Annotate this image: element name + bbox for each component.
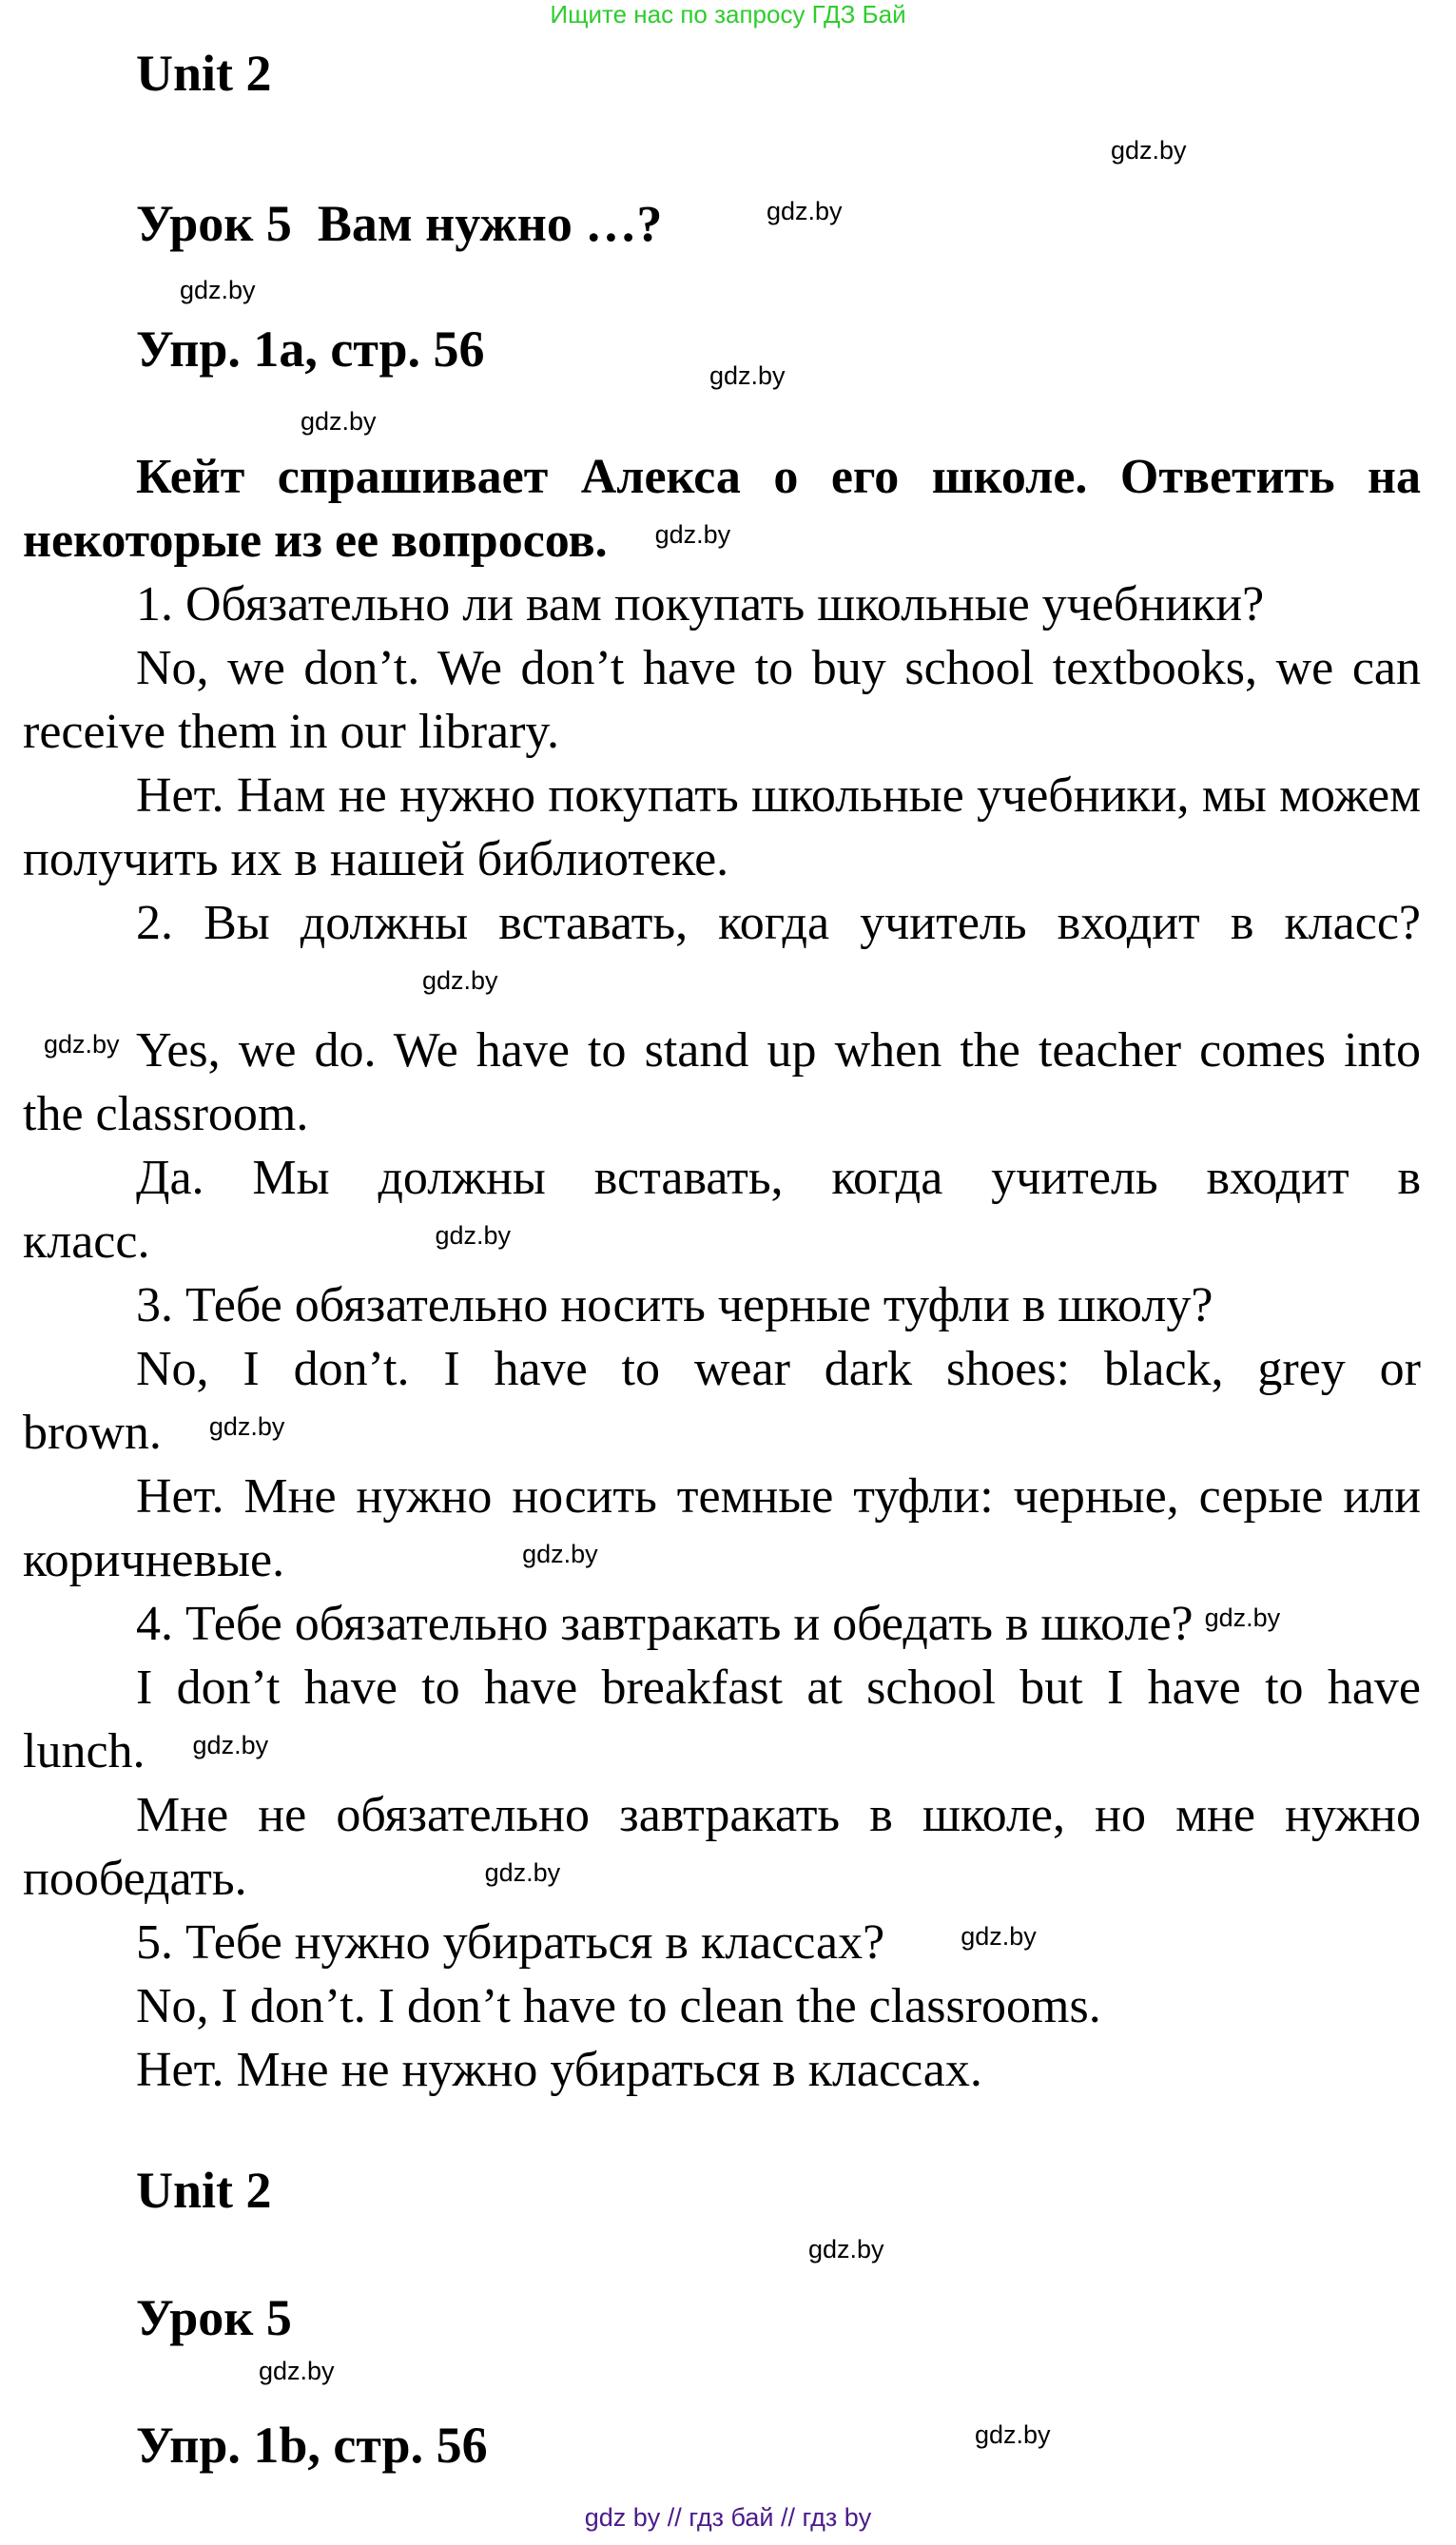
paragraph: [23, 1974, 1421, 2038]
watermark: gdz.by: [767, 197, 843, 225]
paragraph: [23, 1465, 1421, 1592]
paragraph: [23, 636, 1421, 764]
watermark: gdz.by: [1111, 136, 1187, 165]
paragraph-text: 3. Тебе обязательно носить черные туфли в школу?: [136, 1278, 1213, 1332]
paragraph-text: Нет. Мне нужно носить темные туфли: черные, серые или коричневые.: [23, 1469, 1421, 1587]
watermark: gdz.by: [808, 2235, 884, 2263]
watermark: gdz.by: [435, 1221, 512, 1250]
paragraph-text: Мне не обязательно завтракать в школе, но мне нужно пообедать.: [23, 1788, 1421, 1906]
paragraph-text: No, we don’t. We don’t have to buy school textbooks, we can receive them in our library.: [23, 641, 1421, 759]
watermark: gdz.by: [961, 1922, 1037, 1951]
task-text: Кейт спрашивает Алекса о его школе. Ответить на некоторые из ее вопросов.: [23, 450, 1421, 568]
paragraph: [23, 891, 1421, 1019]
watermark: gdz.by: [1204, 1603, 1281, 1632]
watermark: gdz.by: [484, 1858, 561, 1887]
paragraph: [23, 1273, 1421, 1337]
watermark: gdz.by: [208, 1412, 285, 1441]
paragraph: [23, 1783, 1421, 1911]
watermark: gdz.by: [44, 1030, 120, 1059]
paragraph: [23, 764, 1421, 891]
task-paragraph: [23, 445, 1421, 573]
paragraph: [23, 1911, 1421, 1974]
watermark: gdz.by: [192, 1731, 269, 1759]
lesson-heading-2: Урок 5: [136, 2289, 292, 2346]
paragraph-text: Нет. Нам не нужно покупать школьные учебники, мы можем получить их в нашей библиотеке.: [23, 768, 1421, 886]
paragraph: [23, 1019, 1421, 1146]
exercise-heading-2: Упр. 1b, стр. 56: [136, 2417, 488, 2474]
unit-heading-2: Unit 2: [136, 2162, 272, 2219]
paragraph: [23, 573, 1421, 636]
footer-links[interactable]: gdz by // гдз бай // гдз by: [584, 2503, 872, 2532]
watermark: gdz.by: [654, 520, 731, 549]
lesson-heading: Урок 5 Вам нужно …?: [136, 195, 663, 252]
watermark: gdz.by: [180, 276, 256, 304]
unit-heading: Unit 2: [136, 45, 272, 102]
watermark: gdz.by: [522, 1540, 598, 1568]
paragraph-text: 4. Тебе обязательно завтракать и обедать в школе?: [136, 1597, 1194, 1651]
watermark: gdz.by: [975, 2420, 1051, 2449]
paragraph-text: 5. Тебе нужно убираться в классах?: [136, 1915, 885, 1970]
paragraph: [23, 2038, 1421, 2102]
paragraph-text: No, I don’t. I have to wear dark shoes: black, grey or brown.: [23, 1342, 1421, 1460]
watermark: gdz.by: [422, 966, 498, 995]
top-banner-link[interactable]: Ищите нас по запросу ГДЗ Бай: [550, 0, 906, 29]
paragraph-text: 2. Вы должны вставать, когда учитель входит в класс?: [136, 896, 1421, 950]
paragraph: [23, 1592, 1421, 1656]
paragraph-text: Yes, we do. We have to stand up when the teacher comes into the classroom.: [23, 1023, 1421, 1141]
exercise-body: [23, 445, 1421, 2102]
paragraph: [23, 1337, 1421, 1465]
watermark: gdz.by: [259, 2357, 335, 2385]
exercise-heading: Упр. 1a, стр. 56: [136, 321, 485, 378]
paragraph: [23, 1146, 1421, 1273]
paragraph: [23, 1656, 1421, 1783]
paragraph-text: I don’t have to have breakfast at school but I have to have lunch.: [23, 1661, 1421, 1778]
watermark: gdz.by: [709, 361, 786, 390]
paragraph-text: No, I don’t. I don’t have to clean the classrooms.: [136, 1979, 1101, 2033]
paragraph-text: Да. Мы должны вставать, когда учитель входит в класс.: [23, 1151, 1421, 1269]
paragraph-text: 1. Обязательно ли вам покупать школьные учебники?: [136, 577, 1265, 631]
watermark: gdz.by: [301, 407, 377, 436]
paragraph-text: Нет. Мне не нужно убираться в классах.: [136, 2043, 982, 2097]
